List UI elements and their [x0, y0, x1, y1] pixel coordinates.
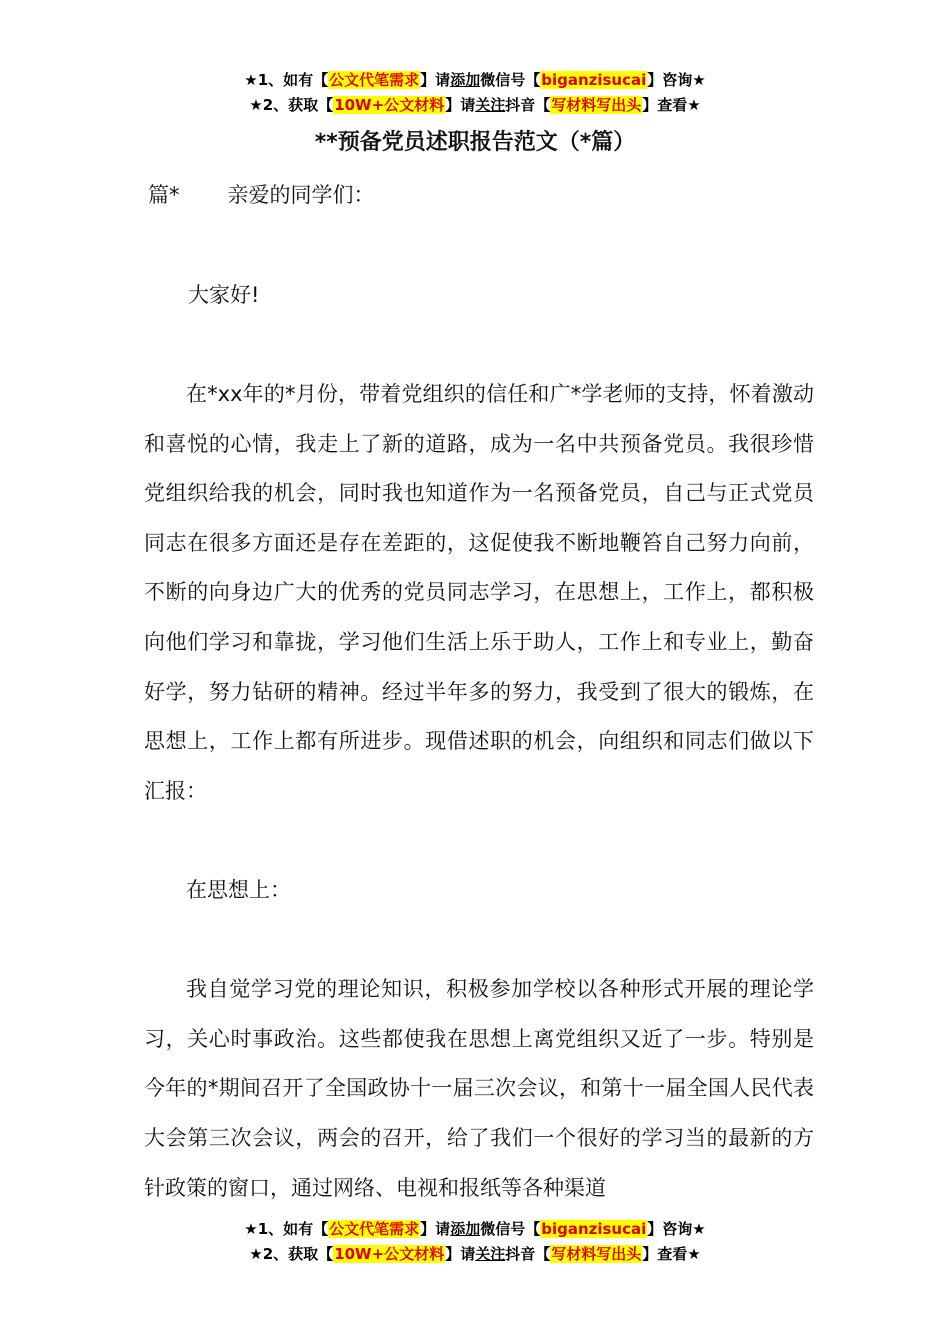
- highlight-wechat-id: biganzisucai: [541, 71, 647, 89]
- document-body: [144, 370, 814, 1213]
- bottom-banner: [0, 1217, 950, 1267]
- banner-text: 】请: [445, 1245, 476, 1263]
- paragraph: 我自觉学习党的理论知识，积极参加学校以各种形式开展的理论学习，关心时事政治。这些都使我在思想上离党组织又近了一步。特别是今年的*期间召开了全国政协十一届三次会议，和第十一届全国人民代表大会第三次会议，两会的召开，给了我们一个很好的学习当的最新的方针政策的窗口，通过网络、电视和报纸等各种渠道: [144, 977, 814, 1200]
- banner-text: ★1、如有【: [244, 1220, 329, 1238]
- document-title: **预备党员述职报告范文（*篇）: [314, 130, 636, 155]
- section-heading: 在思想上：: [186, 877, 291, 902]
- banner-underlined: 关注: [475, 96, 506, 114]
- banner-text: ★2、获取【: [249, 96, 334, 114]
- banner-line-1: [0, 68, 950, 93]
- banner-text: 抖音【: [505, 96, 551, 114]
- banner-underlined: 添加: [450, 71, 481, 89]
- banner-text: 】查看★: [642, 1245, 701, 1263]
- banner-underlined: 关注: [475, 1245, 506, 1263]
- banner-line-2: [0, 1242, 950, 1267]
- salutation: [148, 178, 375, 212]
- highlight-service: 公文代笔需求: [329, 1220, 420, 1238]
- highlight-douyin: 写材料写出头: [551, 96, 642, 114]
- banner-text: 】请: [445, 96, 476, 114]
- banner-underlined: 添加: [450, 1220, 481, 1238]
- highlight-materials: 10W+公文材料: [334, 1245, 445, 1263]
- banner-text: 微信号【: [480, 71, 541, 89]
- salutation-text: 亲爱的同学们：: [227, 183, 375, 207]
- banner-text: ★2、获取【: [249, 1245, 334, 1263]
- banner-text: 】查看★: [642, 96, 701, 114]
- banner-line-2: [0, 93, 950, 118]
- highlight-service: 公文代笔需求: [329, 71, 420, 89]
- highlight-wechat-id: biganzisucai: [541, 1220, 647, 1238]
- banner-text: 】咨询★: [647, 1220, 706, 1238]
- top-banner: [0, 68, 950, 118]
- salutation-label: 篇*: [148, 183, 180, 207]
- paragraph: 在*xx年的*月份，带着党组织的信任和广*学老师的支持，怀着激动和喜悦的心情，我走上了新的道路，成为一名中共预备党员。我很珍惜党组织给我的机会，同时我也知道作为一名预备党员，自己与正式党员同志在很多方面还是存在差距的，这促使我不断地鞭笞自己努力向前，不断的向身边广大的优秀的党员同志学习，在思想上，工作上，都积极向他们学习和靠拢，学习他们生活上乐于助人，工作上和专业上，勤奋好学，努力钻研的精神。经过半年多的努力，我受到了很大的锻炼，在思想上，工作上都有所进步。现借述职的机会，向组织和同志们做以下汇报：: [144, 382, 814, 803]
- banner-text: 】请: [420, 71, 451, 89]
- banner-text: 】咨询★: [647, 71, 706, 89]
- banner-line-1: [0, 1217, 950, 1242]
- greeting: 大家好!: [188, 283, 260, 307]
- highlight-materials: 10W+公文材料: [334, 96, 445, 114]
- banner-text: 】请: [420, 1220, 451, 1238]
- banner-text: 抖音【: [505, 1245, 551, 1263]
- banner-text: ★1、如有【: [244, 71, 329, 89]
- highlight-douyin: 写材料写出头: [551, 1245, 642, 1263]
- banner-text: 微信号【: [480, 1220, 541, 1238]
